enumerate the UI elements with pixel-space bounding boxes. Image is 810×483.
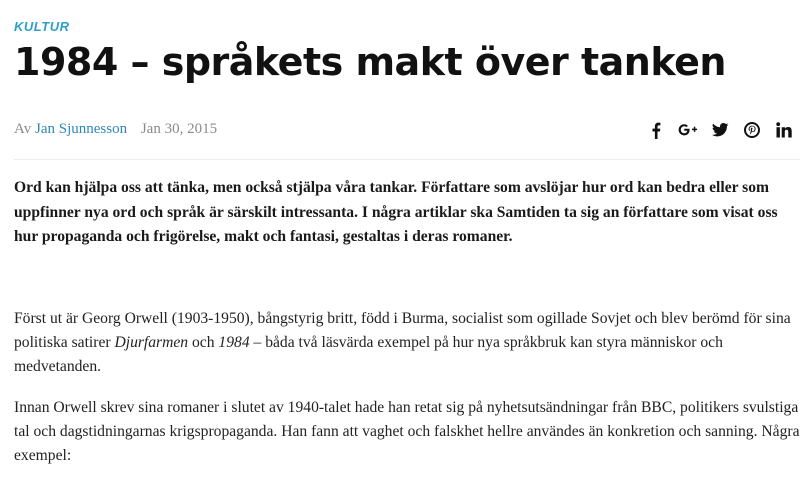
pinterest-icon[interactable] bbox=[736, 120, 768, 140]
paragraph-text: Först ut är Georg Orwell (1903-1950), bångstyrig britt, född i Burma, socialist som ogillade Sovjet och blev berömd för sina politiska satirer bbox=[14, 310, 791, 351]
book-title-djurfarmen: Djurfarmen bbox=[114, 334, 189, 351]
google-plus-icon[interactable] bbox=[672, 120, 704, 140]
facebook-icon[interactable] bbox=[640, 120, 672, 140]
article-title: 1984 – språkets makt över tanken bbox=[14, 40, 726, 84]
category-link[interactable]: KULTUR bbox=[14, 19, 70, 34]
paragraph-text: och bbox=[188, 334, 219, 351]
byline bbox=[14, 121, 217, 138]
article-lead: Ord kan hjälpa oss att tänka, men också stjälpa våra tankar. Författare som avslöjar hur ord kan bedra eller som uppfinner nya ord och språk är särskilt intressanta. I några artiklar ska Samtiden ta sig an författare som visat oss hur propaganda och frigörelse, makt och fantasi, gestaltas i deras romaner. bbox=[14, 179, 778, 245]
article-paragraph: Innan Orwell skrev sina romaner i slutet av 1940-talet hade han retat sig på nyhetsutsändningar från BBC, politikers svulstiga tal och dagstidningarnas krigspropaganda. Han fann att vaghet och falskhet hellre användes än konkretion och sanning. Några exempel: bbox=[14, 399, 800, 464]
twitter-icon[interactable] bbox=[704, 120, 736, 140]
publish-date: Jan 30, 2015 bbox=[140, 121, 218, 137]
linkedin-icon[interactable] bbox=[768, 120, 800, 140]
byline-prefix: Av bbox=[14, 121, 32, 137]
share-bar bbox=[640, 120, 800, 140]
divider bbox=[14, 159, 800, 160]
paragraph-text: – båda två läsvärda exempel på hur nya språkbruk kan styra människor och medvetanden. bbox=[14, 334, 723, 375]
book-title-1984: 1984 bbox=[218, 334, 250, 351]
author-link[interactable]: Jan Sjunnesson bbox=[34, 121, 128, 137]
article-paragraph bbox=[14, 307, 800, 379]
